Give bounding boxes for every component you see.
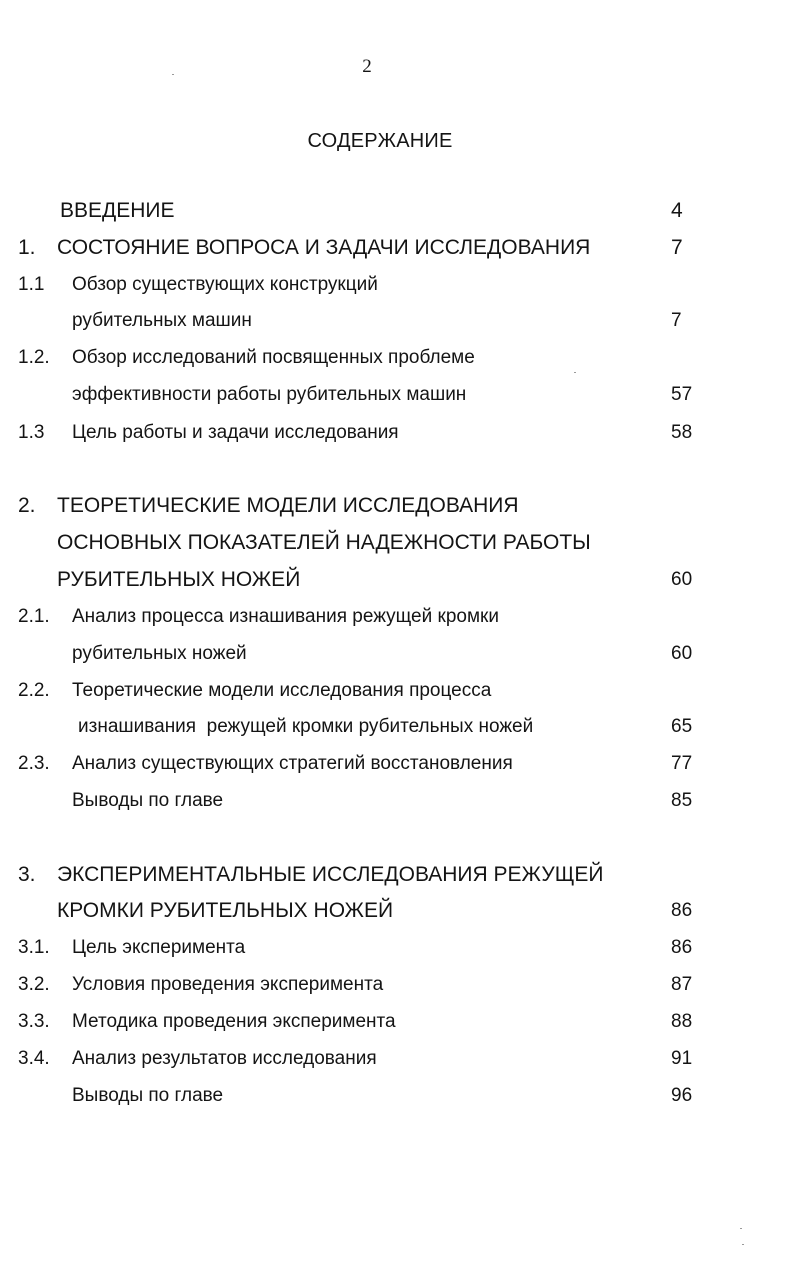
toc-entry-title: РУБИТЕЛЬНЫХ НОЖЕЙ — [57, 568, 301, 591]
toc-entry-number: 2. — [18, 494, 36, 517]
toc-entry-number: 2.3. — [18, 753, 50, 774]
scan-speck — [172, 74, 174, 75]
toc-entry-page: 88 — [671, 1011, 693, 1032]
toc-entry — [0, 270, 794, 300]
toc-entry-title: Методика проведения эксперимента — [72, 1011, 396, 1032]
toc-entry-number: 3. — [18, 863, 36, 886]
page-title: СОДЕРЖАНИЕ — [307, 130, 453, 152]
toc-entry-title: ВВЕДЕНИЕ — [60, 199, 175, 222]
toc-entry — [0, 491, 794, 521]
toc-entry-number: 3.2. — [18, 974, 50, 995]
toc-entry-title: Условия проведения эксперимента — [72, 974, 384, 995]
toc-entry-title: изнашивания режущей кромки рубительных ножей — [78, 716, 534, 737]
scan-speck — [740, 1228, 742, 1229]
toc-entry-title: ТЕОРЕТИЧЕСКИЕ МОДЕЛИ ИССЛЕДОВАНИЯ — [57, 494, 519, 517]
toc-entry-page: 60 — [671, 643, 693, 664]
toc-entry-page: 87 — [671, 974, 693, 995]
toc-entry — [0, 1081, 794, 1111]
toc-entry — [0, 896, 794, 926]
scan-speck — [742, 1244, 744, 1245]
toc-entry-number: 1. — [18, 236, 36, 259]
toc-entry-title: Теоретические модели исследования процесса — [72, 680, 492, 701]
toc-entry-title: СОСТОЯНИЕ ВОПРОСА И ЗАДАЧИ ИССЛЕДОВАНИЯ — [57, 236, 591, 259]
toc-entry — [0, 712, 794, 742]
toc-entry-title: Анализ результатов исследования — [72, 1048, 377, 1069]
toc-entry-title: ЭКСПЕРИМЕНТАЛЬНЫЕ ИССЛЕДОВАНИЯ РЕЖУЩЕЙ — [57, 863, 604, 886]
toc-entry-page: 86 — [671, 937, 693, 958]
toc-entry-page: 58 — [671, 422, 693, 443]
toc-entry-number: 1.3 — [18, 422, 45, 443]
toc-entry-number: 3.4. — [18, 1048, 50, 1069]
toc-entry-title: Обзор исследований посвященных проблеме — [72, 347, 475, 368]
toc-entry — [0, 196, 794, 226]
toc-entry-page: 60 — [671, 569, 693, 590]
toc-entry-number: 1.1 — [18, 274, 45, 295]
toc-entry-page: 7 — [671, 310, 682, 331]
toc-entry-number: 3.1. — [18, 937, 50, 958]
toc-entry-number: 2.1. — [18, 606, 50, 627]
toc-entry-page: 4 — [671, 199, 683, 222]
page-number: 2 — [362, 56, 372, 77]
toc-entry-page: 86 — [671, 900, 693, 921]
toc-entry-title: эффективности работы рубительных машин — [72, 384, 467, 405]
toc-entry-number: 3.3. — [18, 1011, 50, 1032]
toc-entry-page: 7 — [671, 236, 683, 259]
toc-entry — [0, 528, 794, 558]
toc-entry-page: 77 — [671, 753, 693, 774]
toc-entry-title: Цель работы и задачи исследования — [72, 422, 399, 443]
toc-entry-title: Выводы по главе — [72, 1085, 224, 1106]
toc-entry — [0, 565, 794, 595]
toc-entry — [0, 306, 794, 336]
toc-entry-page: 85 — [671, 790, 693, 811]
toc-entry — [0, 1007, 794, 1037]
toc-entry — [0, 749, 794, 779]
toc-entry-title: рубительных ножей — [72, 643, 247, 664]
toc-entry — [0, 676, 794, 706]
toc-entry-title: ОСНОВНЫХ ПОКАЗАТЕЛЕЙ НАДЕЖНОСТИ РАБОТЫ — [57, 531, 591, 554]
toc-entry — [0, 602, 794, 632]
toc-entry-title: Обзор существующих конструкций — [72, 274, 378, 295]
toc-entry-title: Анализ процесса изнашивания режущей кромки — [72, 606, 499, 627]
toc-entry — [0, 233, 794, 263]
toc-entry-number: 1.2. — [18, 347, 50, 368]
toc-entry-title: Анализ существующих стратегий восстановления — [72, 753, 513, 774]
toc-entry — [0, 1044, 794, 1074]
toc-entry — [0, 418, 794, 448]
toc-entry — [0, 970, 794, 1000]
toc-entry — [0, 786, 794, 816]
scan-speck — [574, 372, 576, 373]
toc-entry — [0, 933, 794, 963]
toc-entry-page: 65 — [671, 716, 693, 737]
toc-entry-title: КРОМКИ РУБИТЕЛЬНЫХ НОЖЕЙ — [57, 899, 394, 922]
toc-entry — [0, 380, 794, 410]
toc-entry — [0, 639, 794, 669]
toc-entry — [0, 860, 794, 890]
toc-entry-page: 57 — [671, 384, 693, 405]
toc-entry-title: рубительных машин — [72, 310, 252, 331]
toc-entry-title: Цель эксперимента — [72, 937, 246, 958]
toc-entry-number: 2.2. — [18, 680, 50, 701]
toc-entry-page: 91 — [671, 1048, 693, 1069]
toc-entry-title: Выводы по главе — [72, 790, 224, 811]
toc-entry-page: 96 — [671, 1085, 693, 1106]
toc-entry — [0, 343, 794, 373]
